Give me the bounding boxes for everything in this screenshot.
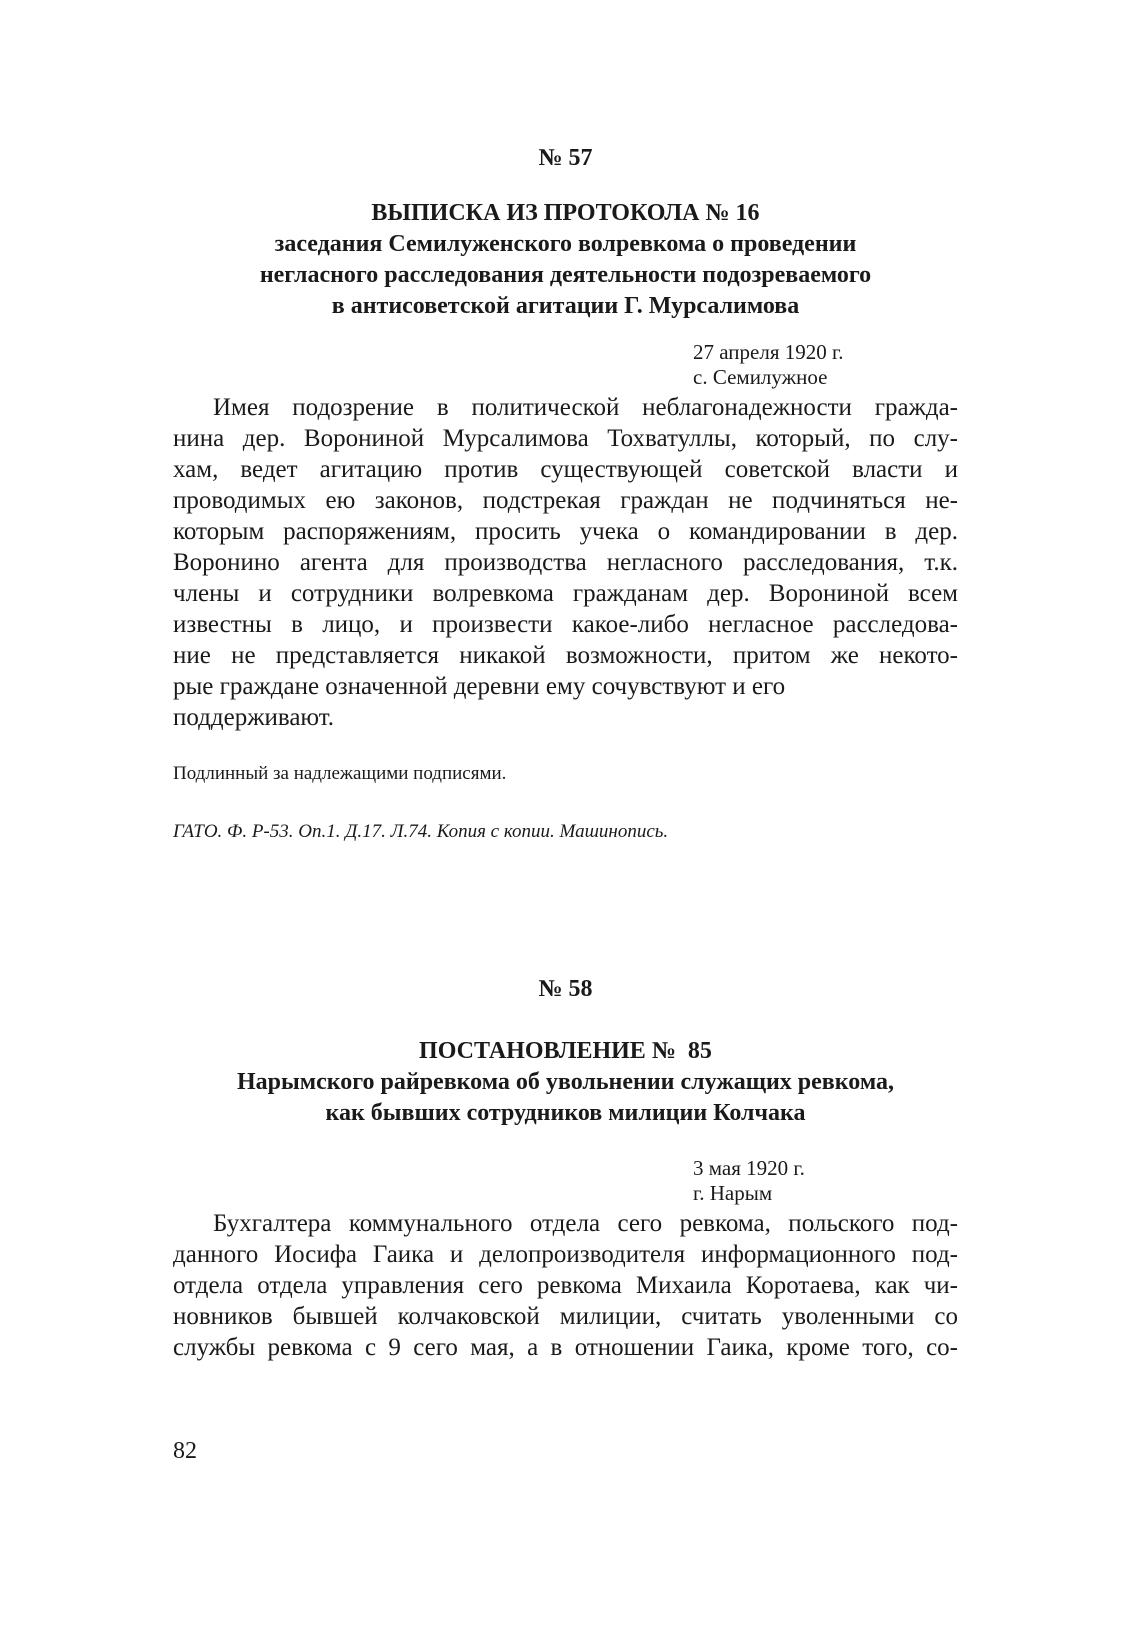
body-line: которым распоряжениям, просить учека о командировании в дер.	[173, 518, 958, 545]
title-line: ВЫПИСКА ИЗ ПРОТОКОЛА № 16	[371, 200, 760, 226]
document-body-57	[173, 392, 958, 733]
body-line: службы ревкома с 9 сего мая, а в отношении Гаика, кроме того, со-	[173, 1334, 958, 1361]
document-date-place-58	[693, 1156, 805, 1206]
signature-note: Подлинный за надлежащими подписями.	[173, 763, 507, 784]
document-date: 3 мая 1920 г.	[693, 1156, 805, 1180]
document-title-58	[173, 1036, 958, 1129]
document-number-57: № 57	[538, 145, 593, 171]
body-line: поддерживают.	[173, 704, 335, 731]
body-line: известны в лицо, и произвести какое-либо негласное расследова-	[173, 611, 958, 638]
document-number-58: № 58	[538, 976, 593, 1002]
body-line: Имея подозрение в политической неблагонадежности гражда-	[213, 394, 958, 421]
document-body-58	[173, 1208, 958, 1363]
body-line: Воронино агента для производства негласного расследования, т.к.	[173, 549, 958, 576]
body-line: нина дер. Ворониной Мурсалимова Тохватуллы, который, по слу-	[173, 425, 958, 452]
page-number: 82	[173, 1438, 197, 1464]
archive-source: ГАТО. Ф. Р-53. Оп.1. Д.17. Л.74. Копия с копии. Машинопись.	[173, 821, 669, 842]
title-line: в антисоветской агитации Г. Мурсалимова	[331, 293, 800, 319]
title-line: ПОСТАНОВЛЕНИЕ № 85	[419, 1038, 712, 1064]
body-line: рые граждане означенной деревни ему сочувствуют и его	[173, 673, 786, 700]
body-line: ние не представляется никакой возможности, притом же некото-	[173, 642, 958, 669]
body-line: хам, ведет агитацию против существующей советской власти и	[173, 456, 958, 483]
title-line: как бывших сотрудников милиции Колчака	[325, 1100, 806, 1126]
body-line: члены и сотрудники волревкома гражданам дер. Ворониной всем	[173, 580, 958, 607]
title-line: негласного расследования деятельности подозреваемого	[259, 262, 872, 288]
title-line: заседания Семилуженского волревкома о проведении	[274, 231, 857, 257]
body-line: проводимых ею законов, подстрекая граждан не подчиняться не-	[173, 487, 958, 514]
document-place: с. Семилужное	[693, 365, 828, 389]
title-line: Нарымского райревкома об увольнении служащих ревкома,	[236, 1069, 895, 1095]
document-date: 27 апреля 1920 г.	[693, 340, 844, 364]
document-title-57	[173, 198, 958, 322]
document-date-place-57	[693, 340, 844, 390]
document-place: г. Нарым	[693, 1181, 773, 1205]
body-line: отдела отдела управления сего ревкома Михаила Коротаева, как чи-	[173, 1272, 958, 1299]
body-line: данного Иосифа Гаика и делопроизводителя информационного под-	[173, 1241, 958, 1268]
body-line: Бухгалтера коммунального отдела сего ревкома, польского под-	[213, 1210, 958, 1237]
body-line: новников бывшей колчаковской милиции, считать уволенными со	[173, 1303, 958, 1330]
